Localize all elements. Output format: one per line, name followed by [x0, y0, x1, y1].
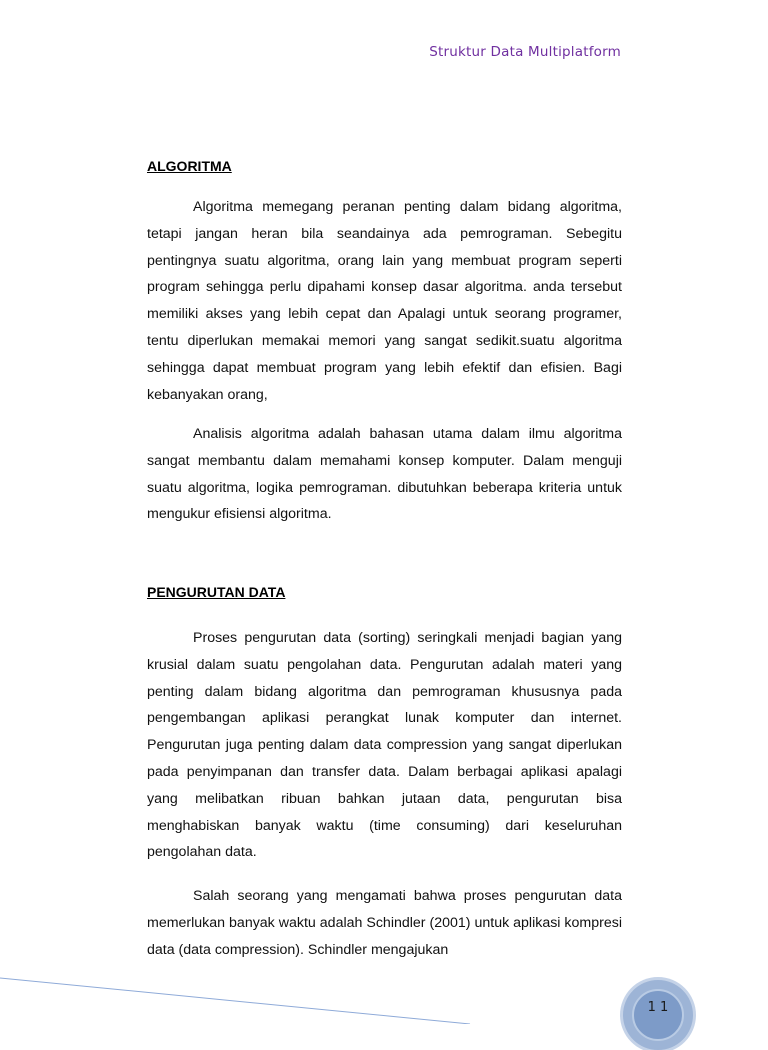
page-number: 1 1: [647, 1000, 669, 1015]
section-heading-algoritma: ALGORITMA: [147, 158, 232, 174]
running-header-title: Struktur Data Multiplatform: [429, 44, 621, 60]
paragraph: Salah seorang yang mengamati bahwa proses pengurutan data memerlukan banyak waktu adalah Schindler (2001) untuk aplikasi kompresi data (data compression). Schindler mengajukan: [147, 888, 622, 958]
paragraph: Analisis algoritma adalah bahasan utama dalam ilmu algoritma sangat membantu dalam memahami konsep komputer. Dalam menguji suatu algoritma, logika pemrograman. dibutuhkan beberapa kriteria untuk mengukur efisiensi algoritma.: [147, 426, 622, 523]
page-number-badge-inner: [632, 989, 684, 1041]
section-heading-pengurutan-data: PENGURUTAN DATA: [147, 584, 286, 600]
page-number-badge: [623, 980, 693, 1050]
paragraph: Proses pengurutan data (sorting) seringkali menjadi bagian yang krusial dalam suatu pengolahan data. Pengurutan adalah materi yang penting dalam bidang algoritma dan pemrograman khususnya pada pengembangan aplikasi perangkat lunak komputer dan internet. Pengurutan juga penting dalam data compression yang sangat diperlukan pada penyimpanan dan transfer data. Dalam berbagai aplikasi apalagi yang melibatkan ribuan bahkan jutaan data, pengurutan bisa menghabiskan banyak waktu (time consuming) dari keseluruhan pengolahan data.: [147, 630, 622, 861]
paragraph: Algoritma memegang peranan penting dalam bidang algoritma, tetapi jangan heran bila seandainya ada pemrograman. Sebegitu pentingnya suatu algoritma, orang lain yang membuat program seperti program sehingga perlu dipahami konsep dasar algoritma. anda tersebut memiliki akses yang lebih cepat dan Apalagi untuk seorang programer, tentu diperlukan memakai memori yang sangat sedikit.suatu algoritma sehingga dapat membuat program yang lebih efektif dan efisien. Bagi kebanyakan orang,: [147, 199, 622, 403]
